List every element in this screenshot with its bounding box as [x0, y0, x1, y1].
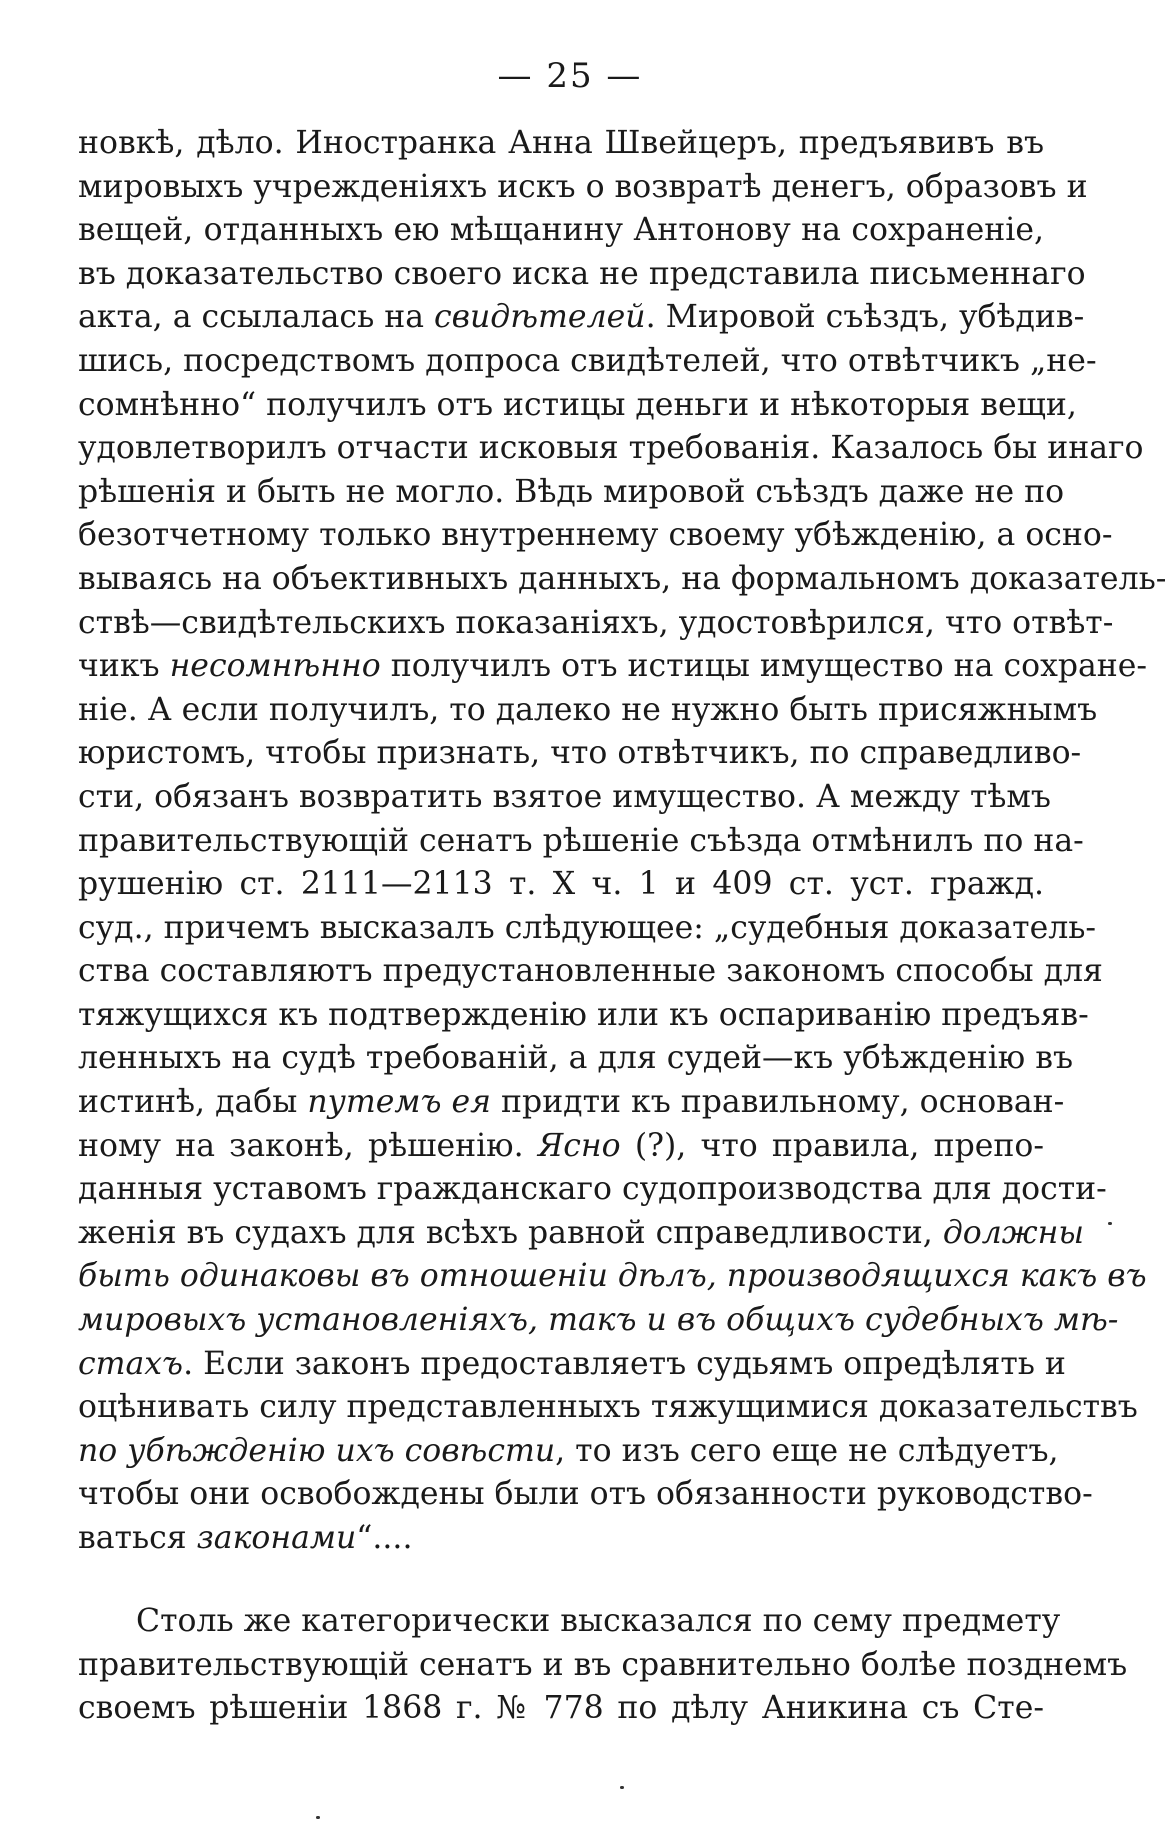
- print-speck: [316, 1816, 320, 1819]
- text-line: [78, 645, 1148, 689]
- text-run: рѣшенія и быть не могло. Вѣдь мировой съѣздъ даже не по: [78, 473, 1065, 510]
- text-run: юристомъ, чтобы признать, что отвѣтчикъ, по справедливо-: [78, 735, 1082, 772]
- italic-text-run: несомнѣнно: [169, 648, 381, 685]
- text-run: въ доказательство своего иска не представила письменнаго: [78, 255, 1086, 292]
- text-run: чтобы они освобождены были отъ обязанности руководство-: [78, 1476, 1093, 1513]
- text-line: [78, 1386, 1138, 1430]
- text-run: вещей, отданныхъ ею мѣщанину Антонову на сохраненіе,: [78, 212, 1044, 249]
- text-line: [78, 1430, 1059, 1474]
- italic-text-run: стахъ: [78, 1345, 184, 1382]
- text-line: [78, 122, 1044, 166]
- text-line: [78, 1644, 1128, 1688]
- text-line: [78, 1517, 1044, 1561]
- text-line: [78, 1081, 1065, 1125]
- text-run: (?), что правила, препо-: [620, 1127, 1045, 1164]
- text-run: получилъ отъ истицы имущество на сохране-: [380, 648, 1148, 685]
- text-line: [78, 820, 1084, 864]
- text-run: истинѣ, дабы: [78, 1084, 308, 1121]
- text-line: [78, 776, 1051, 820]
- text-line: [78, 427, 1144, 471]
- text-run: ніе. А если получилъ, то далеко не нужно быть присяжнымъ: [78, 691, 1098, 728]
- text-line: [78, 340, 1097, 384]
- text-run: рушенію ст. 2111—2113 т. X ч. 1 и 409 ст. уст. гражд.: [78, 866, 1044, 903]
- italic-text-run: Ясно: [537, 1127, 621, 1164]
- text-run: акта, а ссылалась на: [78, 299, 435, 336]
- italic-text-run: законами: [196, 1520, 357, 1556]
- text-run: удовлетворилъ отчасти исковыя требованія. Казалось бы инаго: [78, 430, 1144, 467]
- text-run: женія въ судахъ для всѣхъ равной справедливости,: [78, 1214, 943, 1251]
- text-line: [78, 602, 1114, 646]
- text-run: тяжущихся къ подтвержденію или къ оспариванію предъяв-: [78, 996, 1089, 1033]
- italic-text-run: мировыхъ установленіяхъ, такъ и въ общихъ судебныхъ мѣ-: [78, 1302, 1119, 1339]
- text-line: [78, 1600, 1061, 1644]
- text-line: [78, 950, 1103, 994]
- text-run: мировыхъ учрежденіяхъ искъ о возвратѣ денегъ, образовъ и: [78, 168, 1088, 205]
- italic-text-run: должны: [942, 1214, 1085, 1251]
- text-run: вываясь на объективныхъ данныхъ, на формальномъ доказатель-: [78, 560, 1166, 597]
- text-run: ному на законѣ, рѣшенію.: [78, 1127, 538, 1164]
- text-run: . Если законъ предоставляетъ судьямъ опредѣлять и: [183, 1345, 1066, 1382]
- text-line: [78, 471, 1065, 515]
- text-run: сомнѣнно“ получилъ отъ истицы деньги и нѣкоторыя вещи,: [78, 386, 1077, 423]
- text-line: [78, 907, 1097, 951]
- text-run: “....: [356, 1520, 413, 1556]
- text-run: оцѣнивать силу представленныхъ тяжущимися доказательствъ: [78, 1389, 1138, 1426]
- print-speck: [1108, 1222, 1112, 1225]
- text-run: . Мировой съѣздъ, убѣдив-: [645, 299, 1085, 336]
- text-line: [78, 1473, 1093, 1517]
- text-line: [78, 558, 1166, 602]
- text-run: правительствующій сенатъ рѣшеніе съѣзда отмѣнилъ по на-: [78, 822, 1084, 859]
- text-line: [78, 384, 1077, 428]
- text-run: новкѣ, дѣло. Иностранка Анна Швейцеръ, предъявивъ въ: [78, 125, 1044, 161]
- text-run: сти, обязанъ возвратить взятое имущество. А между тѣмъ: [78, 778, 1051, 815]
- text-line: [78, 1343, 1066, 1387]
- text-line: [78, 209, 1044, 253]
- text-run: своемъ рѣшеніи 1868 г. № 778 по дѣлу Аникина съ Сте-: [78, 1690, 1044, 1727]
- print-speck: [620, 1786, 624, 1789]
- text-line: [78, 253, 1086, 297]
- text-run: суд., причемъ высказалъ слѣдующее: „судебныя доказатель-: [78, 909, 1097, 946]
- text-run: ствѣ—свидѣтельскихъ показаніяхъ, удостовѣрился, что отвѣт-: [78, 604, 1114, 641]
- text-line: [78, 1037, 1073, 1081]
- text-line: [78, 1687, 1044, 1731]
- text-run: ленныхъ на судѣ требованій, а для судей—къ убѣжденію въ: [78, 1040, 1073, 1077]
- text-run: придти къ правильному, основан-: [491, 1084, 1065, 1121]
- page-number: — 25 —: [497, 56, 643, 96]
- text-line: [78, 1255, 1147, 1299]
- text-run: ваться: [78, 1520, 197, 1556]
- text-run: безотчетному только внутреннему своему убѣжденію, а осно-: [78, 517, 1113, 554]
- italic-text-run: по убѣжденію ихъ совѣсти: [78, 1432, 556, 1469]
- italic-text-run: свидѣтелей: [434, 299, 646, 336]
- text-line: [78, 863, 1044, 907]
- text-line: [78, 296, 1085, 340]
- text-run: правительствующій сенатъ и въ сравнительно болѣе позднемъ: [78, 1646, 1128, 1683]
- text-line: [78, 689, 1098, 733]
- text-run: данныя уставомъ гражданскаго судопроизводства для дости-: [78, 1171, 1107, 1208]
- text-run: Столь же категорически высказался по сему предмету: [136, 1603, 1061, 1639]
- paragraph-1: [78, 122, 1166, 1561]
- text-line: [78, 994, 1089, 1038]
- text-line: [78, 1299, 1119, 1343]
- text-line: [78, 1212, 1085, 1256]
- text-run: чикъ: [78, 648, 170, 685]
- text-run: , то изъ сего еще не слѣдуетъ,: [555, 1432, 1059, 1469]
- text-line: [78, 1168, 1107, 1212]
- text-run: ства составляютъ предустановленные закономъ способы для: [78, 953, 1103, 990]
- paragraph-2: [78, 1600, 1128, 1731]
- text-line: [78, 514, 1113, 558]
- text-line: [78, 1125, 1044, 1169]
- italic-text-run: путемъ ея: [307, 1084, 492, 1121]
- italic-text-run: быть одинаковы въ отношеніи дѣлъ, производящихся какъ въ: [78, 1258, 1147, 1295]
- text-line: [78, 166, 1088, 210]
- text-run: шись, посредствомъ допроса свидѣтелей, что отвѣтчикъ „не-: [78, 342, 1097, 379]
- text-line: [78, 732, 1082, 776]
